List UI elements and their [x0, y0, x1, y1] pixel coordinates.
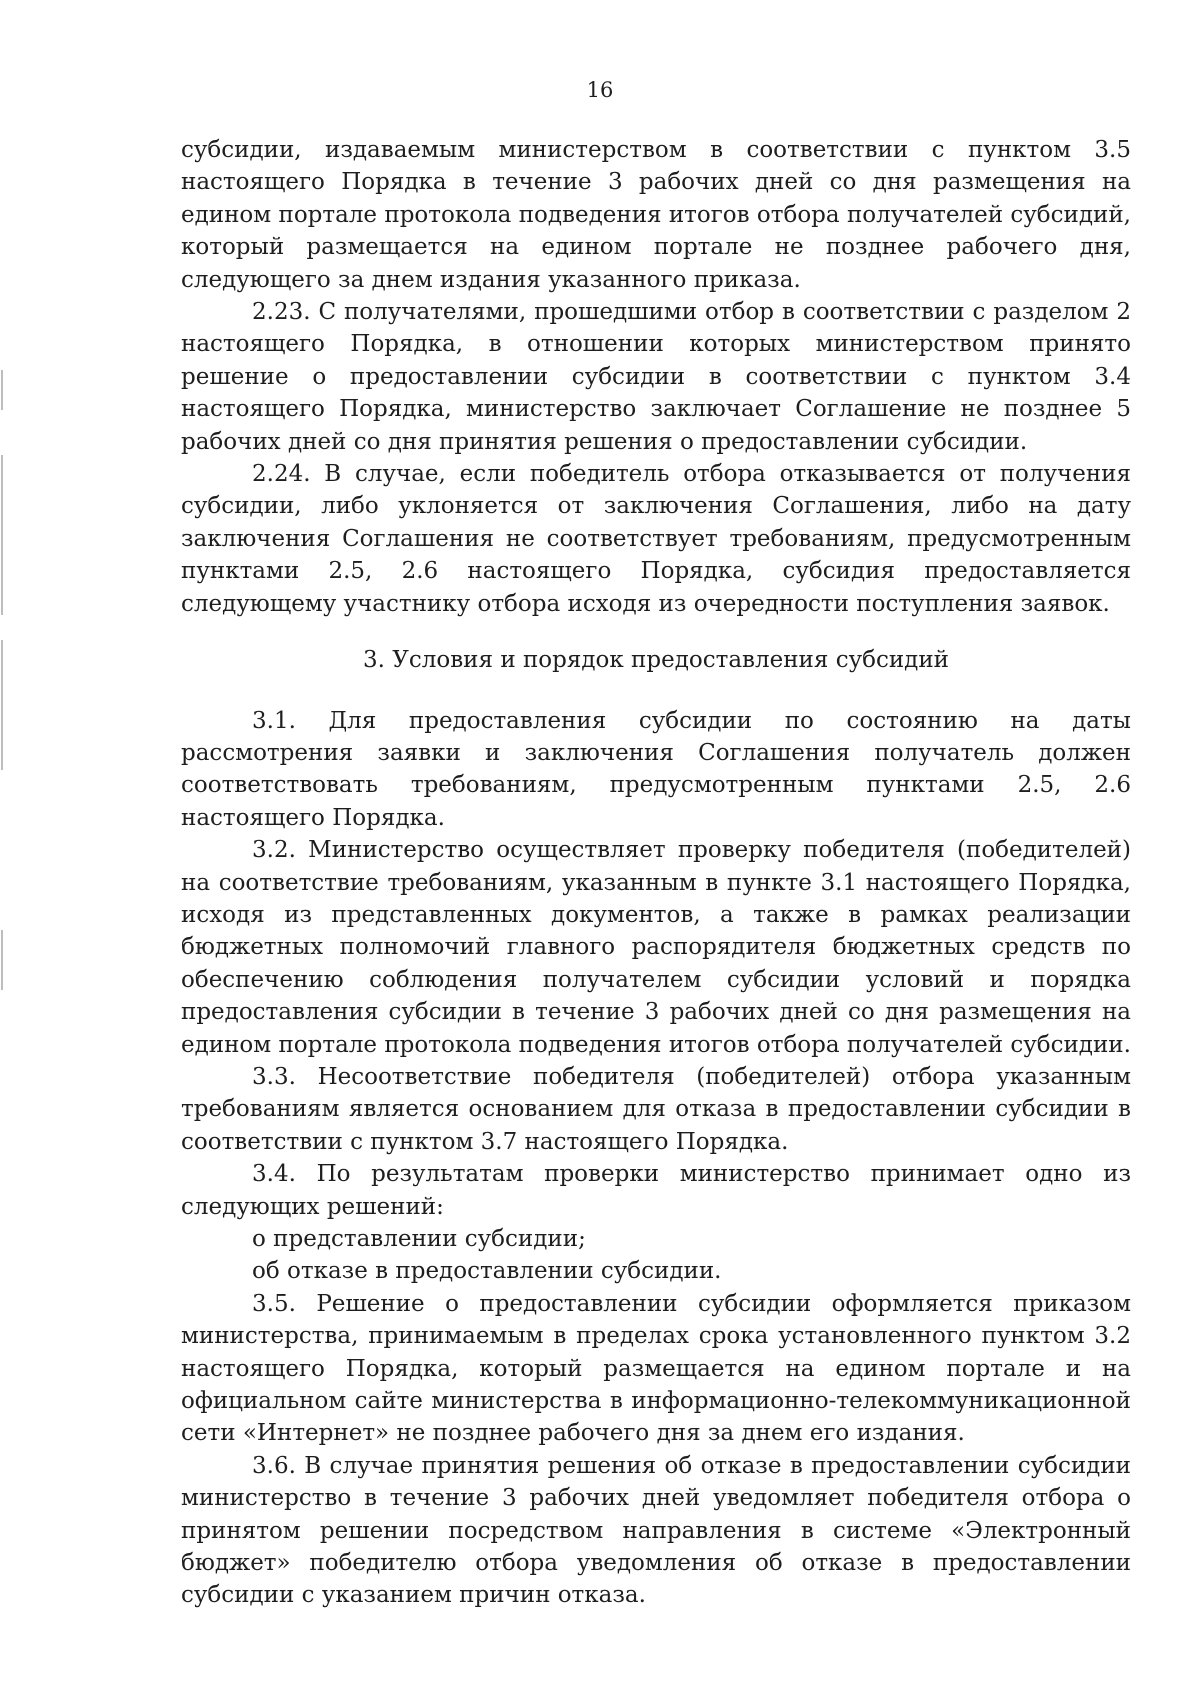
scan-edge-marks [0, 0, 6, 1697]
paragraph-2-24: 2.24. В случае, если победитель отбора отказывается от получения субсидии, либо уклоняется от заключения Соглашения, либо на дату заключения Соглашения не соответствует требованиям, предусмотренным пунктами 2.5, 2.6 настоящего Порядка, субсидия предоставляется следующему участнику отбора исходя из очередности поступления заявок. [181, 461, 1131, 617]
list-item-refusal-decision: об отказе в предоставлении субсидии. [252, 1258, 722, 1285]
list-item-grant-decision: о представлении субсидии; [252, 1226, 586, 1252]
paragraph-3-2: 3.2. Министерство осуществляет проверку победителя (победителей) на соответствие требованиям, указанным в пункте 3.1 настоящего Порядка, исходя из представленных документов, а также в рамках реализации бюджетных полномочий главного распорядителя бюджетных средств по обеспечению соблюдения получателем субсидии условий и порядка предоставления субсидии в течение 3 рабочих дней со дня размещения на едином портале протокола подведения итогов отбора получателей субсидии. [181, 837, 1131, 1058]
paragraph-3-1: 3.1. Для предоставления субсидии по состоянию на даты рассмотрения заявки и заключения Соглашения получатель должен соответствовать требованиям, предусмотренным пунктами 2.5, 2.6 настоящего Порядка. [181, 707, 1131, 831]
document-body [181, 134, 1131, 1612]
paragraph-3-6: 3.6. В случае принятия решения об отказе в предоставлении субсидии министерство в течение 3 рабочих дней уведомляет победителя отбора о принятом решении посредством направления в системе «Электронный бюджет» победителю отбора уведомления об отказе в предоставлении субсидии с указанием причин отказа. [181, 1452, 1131, 1609]
section-heading: 3. Условия и порядок предоставления субсидий [363, 647, 949, 674]
paragraph-continuation: субсидии, издаваемым министерством в соответствии с пунктом 3.5 настоящего Порядка в течение 3 рабочих дней со дня размещения на едином портале протокола подведения итогов отбора получателей субсидий, который размещается на едином портале не позднее рабочего дня, следующего за днем издания указанного приказа. [181, 137, 1131, 293]
paragraph-2-23: 2.23. С получателями, прошедшими отбор в соответствии с разделом 2 настоящего Порядка, в отношении которых министерством принято решение о предоставлении субсидии в соответствии с пунктом 3.4 настоящего Порядка, министерство заключает Соглашение не позднее 5 рабочих дней со дня принятия решения о предоставлении субсидии. [181, 299, 1131, 455]
paragraph-3-4: 3.4. По результатам проверки министерство принимает одно из следующих решений: [181, 1161, 1131, 1220]
paragraph-3-3: 3.3. Несоответствие победителя (победителей) отбора указанным требованиям является основанием для отказа в предоставлении субсидии в соответствии с пунктом 3.7 настоящего Порядка. [181, 1063, 1131, 1155]
paragraph-3-5: 3.5. Решение о предоставлении субсидии оформляется приказом министерства, принимаемым в пределах срока установленного пунктом 3.2 настоящего Порядка, который размещается на едином портале и на официальном сайте министерства в информационно-телекоммуникационной сети «Интернет» не позднее рабочего дня за днем его издания. [181, 1290, 1131, 1447]
page-number: 16 [586, 78, 614, 102]
